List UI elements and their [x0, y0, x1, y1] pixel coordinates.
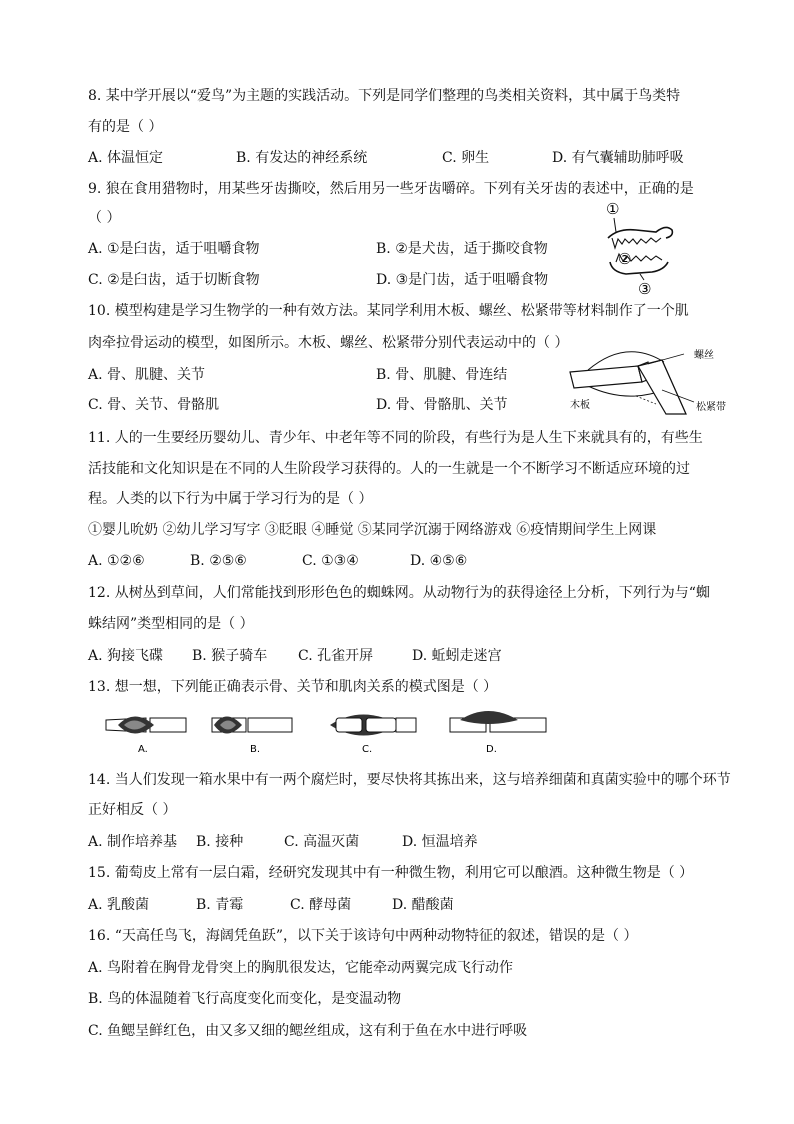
q10-option-b: B. 骨、肌腱、骨连结: [376, 367, 508, 383]
q14-stem-line2: 正好相反（ ）: [88, 802, 177, 818]
q8-stem-line2: 有的是（ ）: [88, 119, 163, 135]
q15-option-b: B. 青霉: [196, 897, 244, 913]
q10-option-c: C. 骨、关节、骨骼肌: [88, 397, 220, 413]
q9-stem-line2: （ ）: [88, 210, 121, 226]
diagram-d: [450, 711, 546, 755]
q12-stem-line2: 蛛结网”类型相同的是（ ）: [88, 616, 254, 632]
q16-option-a: A. 鸟附着在胸骨龙骨突上的胸肌很发达，它能牵动两翼完成飞行动作: [88, 960, 514, 976]
q11-stem-line2: 活技能和文化知识是在不同的人生阶段学习获得的。人的一生就是一个不断学习不断适应环境的过: [88, 461, 690, 477]
q16-option-c: C. 鱼鳃呈鲜红色，由又多又细的鳃丝组成，这有利于鱼在水中进行呼吸: [88, 1023, 528, 1039]
q11-option-a: A. ①②⑥: [88, 553, 145, 569]
diagram-d-label: D.: [486, 744, 497, 755]
label-band: 松紧带: [696, 402, 726, 413]
q11-stem-line1: 11. 人的一生要经历婴幼儿、青少年、中老年等不同的阶段，有些行为是人生下来就具有的，有些生: [88, 430, 703, 446]
q10-stem-line2: 肉牵拉骨运动的模型，如图所示。木板、螺丝、松紧带分别代表运动中的（ ）: [88, 335, 569, 351]
q9-option-d: D. ③是门齿，适于咀嚼食物: [376, 272, 549, 288]
q11-option-b: B. ②⑤⑥: [190, 553, 247, 569]
q11-option-c: C. ①③④: [302, 553, 359, 569]
diagram-a: [106, 717, 186, 756]
q14-option-c: C. 高温灭菌: [284, 834, 360, 850]
q14-option-d: D. 恒温培养: [402, 834, 478, 850]
q11-items: ①婴儿吮奶 ②幼儿学习写字 ③眨眼 ④睡觉 ⑤某同学沉溺于网络游戏 ⑥疫情期间学生上网课: [88, 522, 657, 538]
teeth-label-2: ②: [618, 250, 632, 268]
q8-option-b: B. 有发达的神经系统: [236, 150, 368, 166]
diagram-c-label: C.: [362, 744, 373, 755]
q12-option-a: A. 狗接飞碟: [88, 648, 164, 664]
q11-stem-line3: 程。人类的以下行为中属于学习行为的是（ ）: [88, 491, 373, 507]
q12-option-c: C. 孔雀开屏: [298, 648, 374, 664]
q11-option-d: D. ④⑤⑥: [410, 553, 468, 569]
q14-option-b: B. 接种: [196, 834, 244, 850]
q16-option-b: B. 鸟的体温随着飞行高度变化而变化，是变温动物: [88, 991, 402, 1007]
q15-option-c: C. 酵母菌: [290, 897, 352, 913]
q10-option-a: A. 骨、肌腱、关节: [88, 367, 206, 383]
muscle-model-figure: [566, 340, 752, 422]
label-screw: 螺丝: [694, 350, 714, 361]
q12-option-b: B. 猴子骑车: [192, 648, 268, 664]
wolf-teeth-figure: [596, 196, 688, 296]
q14-stem-line1: 14. 当人们发现一箱水果中有一两个腐烂时，要尽快将其拣出来，这与培养细菌和真菌实验中的哪个环节: [88, 772, 731, 788]
q8-option-c: C. 卵生: [442, 150, 490, 166]
diagram-b: [212, 717, 292, 756]
q13-diagrams: [100, 700, 560, 758]
q13-stem: 13. 想一想，下列能正确表示骨、关节和肌肉关系的模式图是（ ）: [88, 679, 498, 695]
q12-option-d: D. 蚯蚓走迷宫: [412, 648, 502, 664]
q9-option-a: A. ①是臼齿，适于咀嚼食物: [88, 241, 260, 257]
q9-option-c: C. ②是臼齿，适于切断食物: [88, 272, 260, 288]
q8-option-a: A. 体温恒定: [88, 150, 164, 166]
q15-option-a: A. 乳酸菌: [88, 897, 150, 913]
q8-option-d: D. 有气囊辅助肺呼吸: [552, 150, 684, 166]
q8-stem-line1: 8. 某中学开展以“爱鸟”为主题的实践活动。下列是同学们整理的鸟类相关资料，其中属于鸟类特: [88, 88, 681, 104]
q12-stem-line1: 12. 从树丛到草间，人们常能找到形形色色的蜘蛛网。从动物行为的获得途径上分析，下列行为与“蜘: [88, 585, 710, 601]
q10-stem-line1: 10. 模型构建是学习生物学的一种有效方法。某同学利用木板、螺丝、松紧带等材料制作了一个肌: [88, 303, 689, 319]
q15-option-d: D. 醋酸菌: [392, 897, 454, 913]
teeth-label-1: ①: [606, 200, 620, 218]
diagram-c: [330, 715, 416, 756]
q14-option-a: A. 制作培养基: [88, 834, 178, 850]
diagram-a-label: A.: [138, 744, 148, 755]
q9-option-b: B. ②是犬齿，适于撕咬食物: [376, 241, 548, 257]
diagram-b-label: B.: [250, 744, 261, 755]
label-board: 木板: [570, 400, 590, 411]
q9-stem-line1: 9. 狼在食用猎物时，用某些牙齿撕咬，然后用另一些牙齿嚼碎。下列有关牙齿的表述中，正确的是: [88, 181, 694, 197]
q16-stem: 16. “天高任鸟飞，海阔凭鱼跃”，以下关于该诗句中两种动物特征的叙述，错误的是（ ）: [88, 928, 638, 944]
teeth-label-3: ③: [638, 280, 652, 296]
q10-option-d: D. 骨、骨骼肌、关节: [376, 397, 508, 413]
q15-stem: 15. 葡萄皮上常有一层白霜，经研究发现其中有一种微生物，利用它可以酿酒。这种微生物是（ ）: [88, 865, 694, 881]
